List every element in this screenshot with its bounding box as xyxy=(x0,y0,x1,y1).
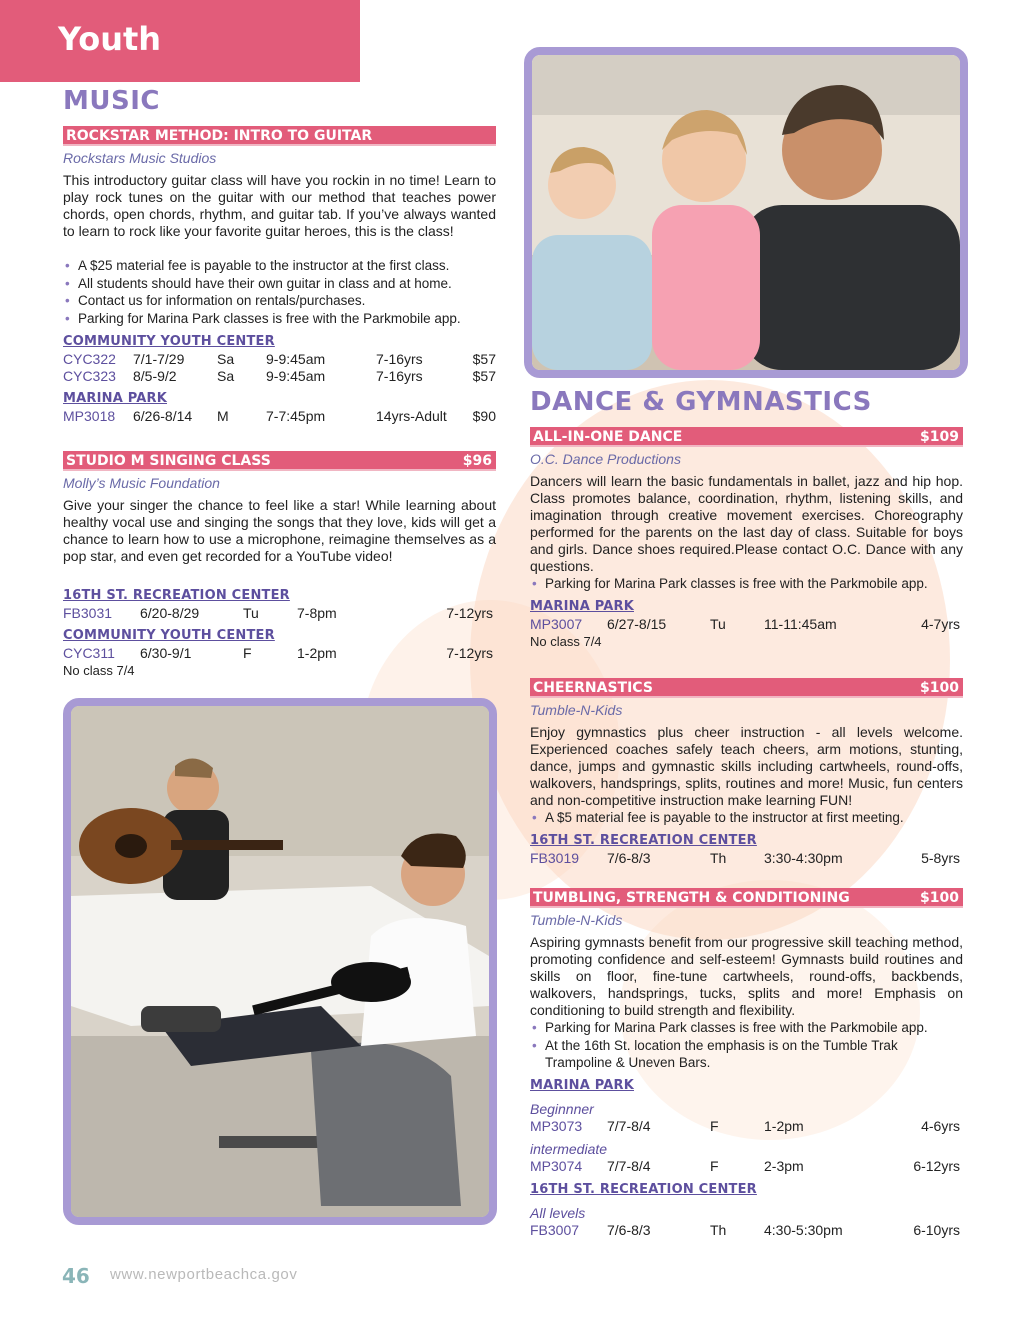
location-heading: MARINA PARK xyxy=(530,599,634,614)
class-provider: Tumble-N-Kids xyxy=(530,912,623,928)
schedule-row xyxy=(530,1118,960,1135)
class-header-tumbling xyxy=(530,888,963,908)
course-dates: 6/26-8/14 xyxy=(133,408,193,424)
class-provider: O.C. Dance Productions xyxy=(530,451,681,467)
course-dates: 8/5-9/2 xyxy=(133,368,177,384)
level-label: All levels xyxy=(530,1205,586,1221)
class-description: Enjoy gymnastics plus cheer instruction - all levels welcome. Experienced coaches safely teach cheers, arm motions, stunting, dance, jumps and gymnastic skills including cartwheels, round-offs, walkovers, handsprings, splits, routines and more! Music, fun centers and non-competitive instruction make learning FUN! xyxy=(530,724,963,808)
class-description: Aspiring gymnasts benefit from our progressive skill teaching method, promoting confidence and self-esteem! Gymnasts build routines and skills on floor, fine-tune cartwheels, round-offs, backbends, walkovers, handsprings, tucks, splits and more! Emphasis on conditioning to build strength and flexibility. xyxy=(530,934,963,1018)
course-dates: 7/1-7/29 xyxy=(133,351,185,367)
class-notes xyxy=(530,809,963,827)
class-header-rockstar xyxy=(63,126,496,146)
class-notes xyxy=(530,1019,963,1072)
class-notes xyxy=(530,575,963,593)
class-notes xyxy=(63,257,496,327)
course-day: F xyxy=(710,1158,719,1174)
course-code: CYC322 xyxy=(63,351,116,367)
class-name: TUMBLING, STRENGTH & CONDITIONING xyxy=(533,890,850,906)
course-dates: 6/20-8/29 xyxy=(140,605,200,621)
section-title-music: MUSIC xyxy=(63,86,160,116)
course-price: $90 xyxy=(472,408,496,424)
course-age: 7-12yrs xyxy=(446,645,493,661)
page-title: Youth xyxy=(58,20,162,58)
schedule-row xyxy=(63,368,496,385)
note-item: • A $5 material fee is payable to the instructor at first meeting. xyxy=(530,809,963,827)
class-description: This introductory guitar class will have you rockin in no time! Learn to play rock tunes on the guitar with our method that teaches power chords, open chords, rhythm, and guitar tab. If you’ve always wanted to learn to rock like your favorite guitar heroes, this is the class! xyxy=(63,172,496,239)
course-dates: 7/7-8/4 xyxy=(607,1118,651,1134)
course-day: Sa xyxy=(217,368,235,384)
schedule-row xyxy=(63,351,496,368)
course-day: Sa xyxy=(217,351,235,367)
course-time: 2-3pm xyxy=(764,1158,804,1174)
page-number: 46 xyxy=(62,1264,90,1288)
course-dates: 7/6-8/3 xyxy=(607,1222,651,1238)
course-age: 6-12yrs xyxy=(913,1158,960,1174)
class-provider: Rockstars Music Studios xyxy=(63,150,217,166)
course-age: 5-8yrs xyxy=(921,850,960,866)
photo-dad-and-kids xyxy=(524,47,968,378)
location-heading: 16TH ST. RECREATION CENTER xyxy=(530,833,757,848)
course-age: 14yrs-Adult xyxy=(376,408,447,424)
section-title-dance: DANCE & GYMNASTICS xyxy=(530,387,872,417)
level-label: Beginnner xyxy=(530,1101,594,1117)
schedule-row xyxy=(63,408,496,425)
note-item: • Parking for Marina Park classes is free with the Parkmobile app. xyxy=(530,1019,963,1037)
class-name: CHEERNASTICS xyxy=(533,680,653,696)
course-day: Tu xyxy=(243,605,259,621)
course-time: 1-2pm xyxy=(764,1118,804,1134)
schedule-row xyxy=(63,645,493,662)
course-price: $57 xyxy=(472,368,496,384)
class-description: Give your singer the chance to feel like a star! While learning about healthy vocal use and singing the songs that they love, kids will get a chance to learn how to use a microphone, reimagine themselves as a pop star, and even get recorded for a YouTube video! xyxy=(63,497,496,564)
course-dates: 7/7-8/4 xyxy=(607,1158,651,1174)
course-code: CYC311 xyxy=(63,645,115,661)
course-dates: 6/27-8/15 xyxy=(607,616,667,632)
schedule-row xyxy=(530,850,960,867)
course-age: 4-7yrs xyxy=(921,616,960,632)
class-price: $96 xyxy=(462,453,492,469)
footer-url[interactable]: www.newportbeachca.gov xyxy=(110,1266,298,1283)
schedule-row xyxy=(63,605,493,622)
course-day: F xyxy=(710,1118,719,1134)
course-time: 9-9:45am xyxy=(266,368,326,384)
course-dates: 7/6-8/3 xyxy=(607,850,651,866)
schedule-row xyxy=(530,616,960,633)
course-age: 7-12yrs xyxy=(446,605,493,621)
schedule-row xyxy=(530,1222,960,1239)
course-day: M xyxy=(217,408,229,424)
note-item: • Contact us for information on rentals/purchases. xyxy=(63,292,496,310)
course-time: 9-9:45am xyxy=(266,351,326,367)
location-heading: 16TH ST. RECREATION CENTER xyxy=(63,588,290,603)
location-heading: 16TH ST. RECREATION CENTER xyxy=(530,1182,757,1197)
photo-guitar-students xyxy=(63,698,497,1225)
guitar-photo-illustration xyxy=(71,706,489,1217)
course-code: CYC323 xyxy=(63,368,116,384)
course-age: 7-16yrs xyxy=(376,368,423,384)
schedule-note: No class 7/4 xyxy=(530,634,602,649)
course-day: Th xyxy=(710,850,727,866)
course-time: 1-2pm xyxy=(297,645,337,661)
course-time: 3:30-4:30pm xyxy=(764,850,843,866)
schedule-row xyxy=(530,1158,960,1175)
course-time: 11-11:45am xyxy=(764,616,837,632)
note-item: • All students should have their own guitar in class and at home. xyxy=(63,275,496,293)
note-item: • At the 16th St. location the emphasis is on the Tumble Trak Trampoline & Uneven Bars. xyxy=(530,1037,920,1072)
class-header-singing xyxy=(63,451,496,471)
level-label: intermediate xyxy=(530,1141,608,1157)
course-code: MP3073 xyxy=(530,1118,583,1134)
course-code: FB3019 xyxy=(530,850,580,866)
class-provider: Tumble-N-Kids xyxy=(530,702,623,718)
class-name: ALL-IN-ONE DANCE xyxy=(533,429,683,445)
class-description: Dancers will learn the basic fundamentals in ballet, jazz and hip hop. Class promotes balance, coordination, rhythm, listening skills, and imagination through creative movement exercises. Choreography performed for the parents on the last day of class. Suitable for boys and girls. Dance shoes required.Please contact O.C. Dance with any questions. xyxy=(530,473,963,574)
course-code: MP3074 xyxy=(530,1158,583,1174)
class-name: STUDIO M SINGING CLASS xyxy=(66,453,271,469)
course-age: 7-16yrs xyxy=(376,351,423,367)
class-header-cheernastics xyxy=(530,678,963,698)
course-age: 4-6yrs xyxy=(921,1118,960,1134)
course-code: MP3007 xyxy=(530,616,583,632)
class-provider: Molly’s Music Foundation xyxy=(63,475,220,491)
note-item: • A $25 material fee is payable to the instructor at the first class. xyxy=(63,257,496,275)
class-price: $100 xyxy=(920,890,959,906)
header-band xyxy=(0,0,360,82)
class-price: $109 xyxy=(920,429,959,445)
course-code: FB3007 xyxy=(530,1222,580,1238)
course-time: 4:30-5:30pm xyxy=(764,1222,843,1238)
course-time: 7-7:45pm xyxy=(266,408,326,424)
course-dates: 6/30-9/1 xyxy=(140,645,192,661)
course-time: 7-8pm xyxy=(297,605,337,621)
course-day: F xyxy=(243,645,252,661)
class-name: ROCKSTAR METHOD: INTRO TO GUITAR xyxy=(66,128,373,144)
course-code: MP3018 xyxy=(63,408,116,424)
course-day: Tu xyxy=(710,616,726,632)
location-heading: MARINA PARK xyxy=(530,1078,634,1093)
schedule-note: No class 7/4 xyxy=(63,663,135,678)
course-price: $57 xyxy=(472,351,496,367)
family-photo-illustration xyxy=(532,55,960,370)
location-heading: COMMUNITY YOUTH CENTER xyxy=(63,334,275,349)
note-item: • Parking for Marina Park classes is free with the Parkmobile app. xyxy=(530,575,963,593)
course-code: FB3031 xyxy=(63,605,113,621)
location-heading: COMMUNITY YOUTH CENTER xyxy=(63,628,275,643)
location-heading: MARINA PARK xyxy=(63,391,167,406)
course-age: 6-10yrs xyxy=(913,1222,960,1238)
class-price: $100 xyxy=(920,680,959,696)
class-header-all-in-one-dance xyxy=(530,427,963,447)
course-day: Th xyxy=(710,1222,727,1238)
note-item: • Parking for Marina Park classes is free with the Parkmobile app. xyxy=(63,310,496,328)
